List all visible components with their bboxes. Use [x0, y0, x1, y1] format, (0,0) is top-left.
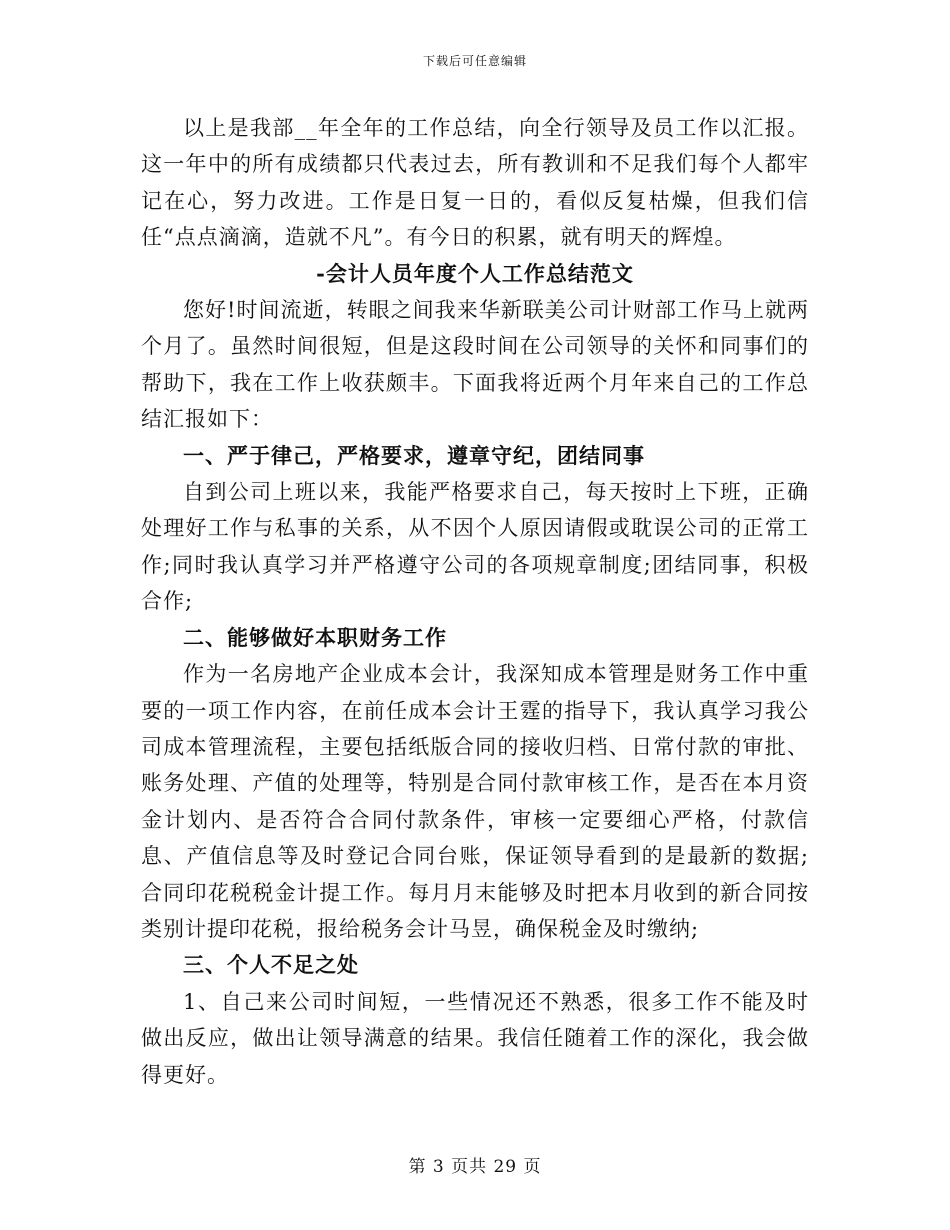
- page-header: 下载后可任意编辑: [422, 54, 527, 68]
- section-heading-1: 一、严于律己，严格要求，遵章守纪，团结同事: [183, 442, 645, 468]
- summary-conclusion-paragraph: 以上是我部__年全年的工作总结，向全行领导及员工作以汇报。这一年中的所有成绩都只代表过去，所有教训和不足我们每个人都牢记在心，努力改进。工作是日复一日的，看似反复枯燥，但我们信任“点点滴滴，造就不凡”。有今日的积累，就有明天的辉煌。: [141, 116, 809, 250]
- article-title: -会计人员年度个人工作总结范文: [316, 260, 634, 286]
- section-heading-2: 二、能够做好本职财务工作: [183, 624, 447, 650]
- section-heading-3: 三、个人不足之处: [183, 952, 359, 978]
- document-body: [141, 110, 809, 1093]
- intro-paragraph: 您好!时间流逝，转眼之间我来华新联美公司计财部工作马上就两个月了。虽然时间很短，但是这段时间在公司领导的关怀和同事们的帮助下，我在工作上收获颇丰。下面我将近两个月年来自己的工作总结汇报如下：: [141, 298, 809, 432]
- page-footer: 第 3 页共 29 页: [408, 1157, 542, 1177]
- section-2-paragraph: 作为一名房地产企业成本会计，我深知成本管理是财务工作中重要的一项工作内容，在前任成本会计王霆的指导下，我认真学习我公司成本管理流程，主要包括纸版合同的接收归档、日常付款的审批、账务处理、产值的处理等，特别是合同付款审核工作，是否在本月资金计划内、是否符合合同付款条件，审核一定要细心严格，付款信息、产值信息等及时登记合同台账，保证领导看到的是最新的数据;合同印花税税金计提工作。每月月末能够及时把本月收到的新合同按类别计提印花税，报给税务会计马昱，确保税金及时缴纳;: [141, 662, 809, 941]
- section-3-paragraph: 1、自己来公司时间短，一些情况还不熟悉，很多工作不能及时做出反应，做出让领导满意的结果。我信任随着工作的深化，我会做得更好。: [141, 989, 809, 1087]
- section-1-paragraph: 自到公司上班以来，我能严格要求自己，每天按时上下班，正确处理好工作与私事的关系，从不因个人原因请假或耽误公司的正常工作;同时我认真学习并严格遵守公司的各项规章制度;团结同事，积极合作;: [141, 480, 809, 614]
